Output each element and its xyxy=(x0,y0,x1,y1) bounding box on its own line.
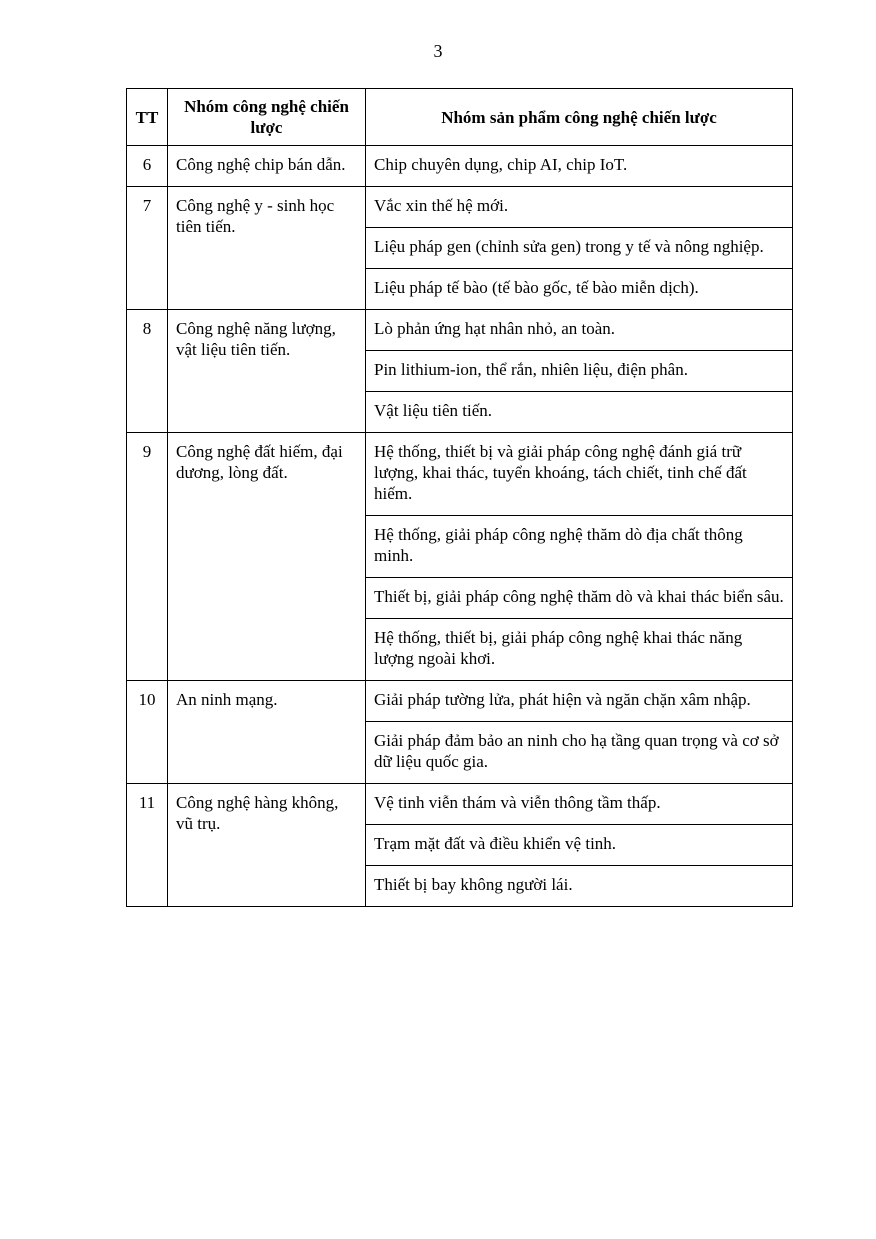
table-row xyxy=(127,433,793,516)
product-cell: Hệ thống, thiết bị và giải pháp công nghệ đánh giá trữ lượng, khai thác, tuyển khoáng, tách chiết, tinh chế đất hiếm. xyxy=(366,433,793,516)
product-cell: Thiết bị, giải pháp công nghệ thăm dò và khai thác biển sâu. xyxy=(366,578,793,619)
tech-group-cell: Công nghệ hàng không, vũ trụ. xyxy=(168,784,366,907)
table-row xyxy=(127,146,793,187)
row-number: 8 xyxy=(127,310,168,433)
page-number: 3 xyxy=(433,41,443,61)
row-number: 6 xyxy=(127,146,168,187)
row-number: 11 xyxy=(127,784,168,907)
tech-group-cell: Công nghệ năng lượng, vật liệu tiên tiến. xyxy=(168,310,366,433)
row-number: 7 xyxy=(127,187,168,310)
row-number: 9 xyxy=(127,433,168,681)
product-cell: Lò phản ứng hạt nhân nhỏ, an toàn. xyxy=(366,310,793,351)
product-cell: Thiết bị bay không người lái. xyxy=(366,866,793,907)
product-cell: Vật liệu tiên tiến. xyxy=(366,392,793,433)
strategic-tech-table xyxy=(126,88,793,907)
tech-group-cell: Công nghệ đất hiếm, đại dương, lòng đất. xyxy=(168,433,366,681)
table-row xyxy=(127,187,793,228)
product-cell: Pin lithium-ion, thể rắn, nhiên liệu, điện phân. xyxy=(366,351,793,392)
product-cell: Vắc xin thế hệ mới. xyxy=(366,187,793,228)
table-row xyxy=(127,784,793,825)
product-cell: Liệu pháp gen (chỉnh sửa gen) trong y tế và nông nghiệp. xyxy=(366,228,793,269)
header-tt: TT xyxy=(127,89,168,146)
tech-group-cell: An ninh mạng. xyxy=(168,681,366,784)
tech-group-cell: Công nghệ chip bán dẫn. xyxy=(168,146,366,187)
row-number: 10 xyxy=(127,681,168,784)
table-header-row xyxy=(127,89,793,146)
header-product-group: Nhóm sản phẩm công nghệ chiến lược xyxy=(366,89,793,146)
header-tech-group: Nhóm công nghệ chiến lược xyxy=(168,89,366,146)
product-cell: Chip chuyên dụng, chip AI, chip IoT. xyxy=(366,146,793,187)
product-cell: Liệu pháp tế bào (tế bào gốc, tế bào miễn dịch). xyxy=(366,269,793,310)
tech-group-cell: Công nghệ y - sinh học tiên tiến. xyxy=(168,187,366,310)
table-row xyxy=(127,310,793,351)
product-cell: Vệ tinh viễn thám và viễn thông tầm thấp. xyxy=(366,784,793,825)
product-cell: Giải pháp đảm bảo an ninh cho hạ tầng quan trọng và cơ sở dữ liệu quốc gia. xyxy=(366,722,793,784)
product-cell: Hệ thống, giải pháp công nghệ thăm dò địa chất thông minh. xyxy=(366,516,793,578)
product-cell: Hệ thống, thiết bị, giải pháp công nghệ khai thác năng lượng ngoài khơi. xyxy=(366,619,793,681)
product-cell: Giải pháp tường lửa, phát hiện và ngăn chặn xâm nhập. xyxy=(366,681,793,722)
table-row xyxy=(127,681,793,722)
product-cell: Trạm mặt đất và điều khiển vệ tinh. xyxy=(366,825,793,866)
